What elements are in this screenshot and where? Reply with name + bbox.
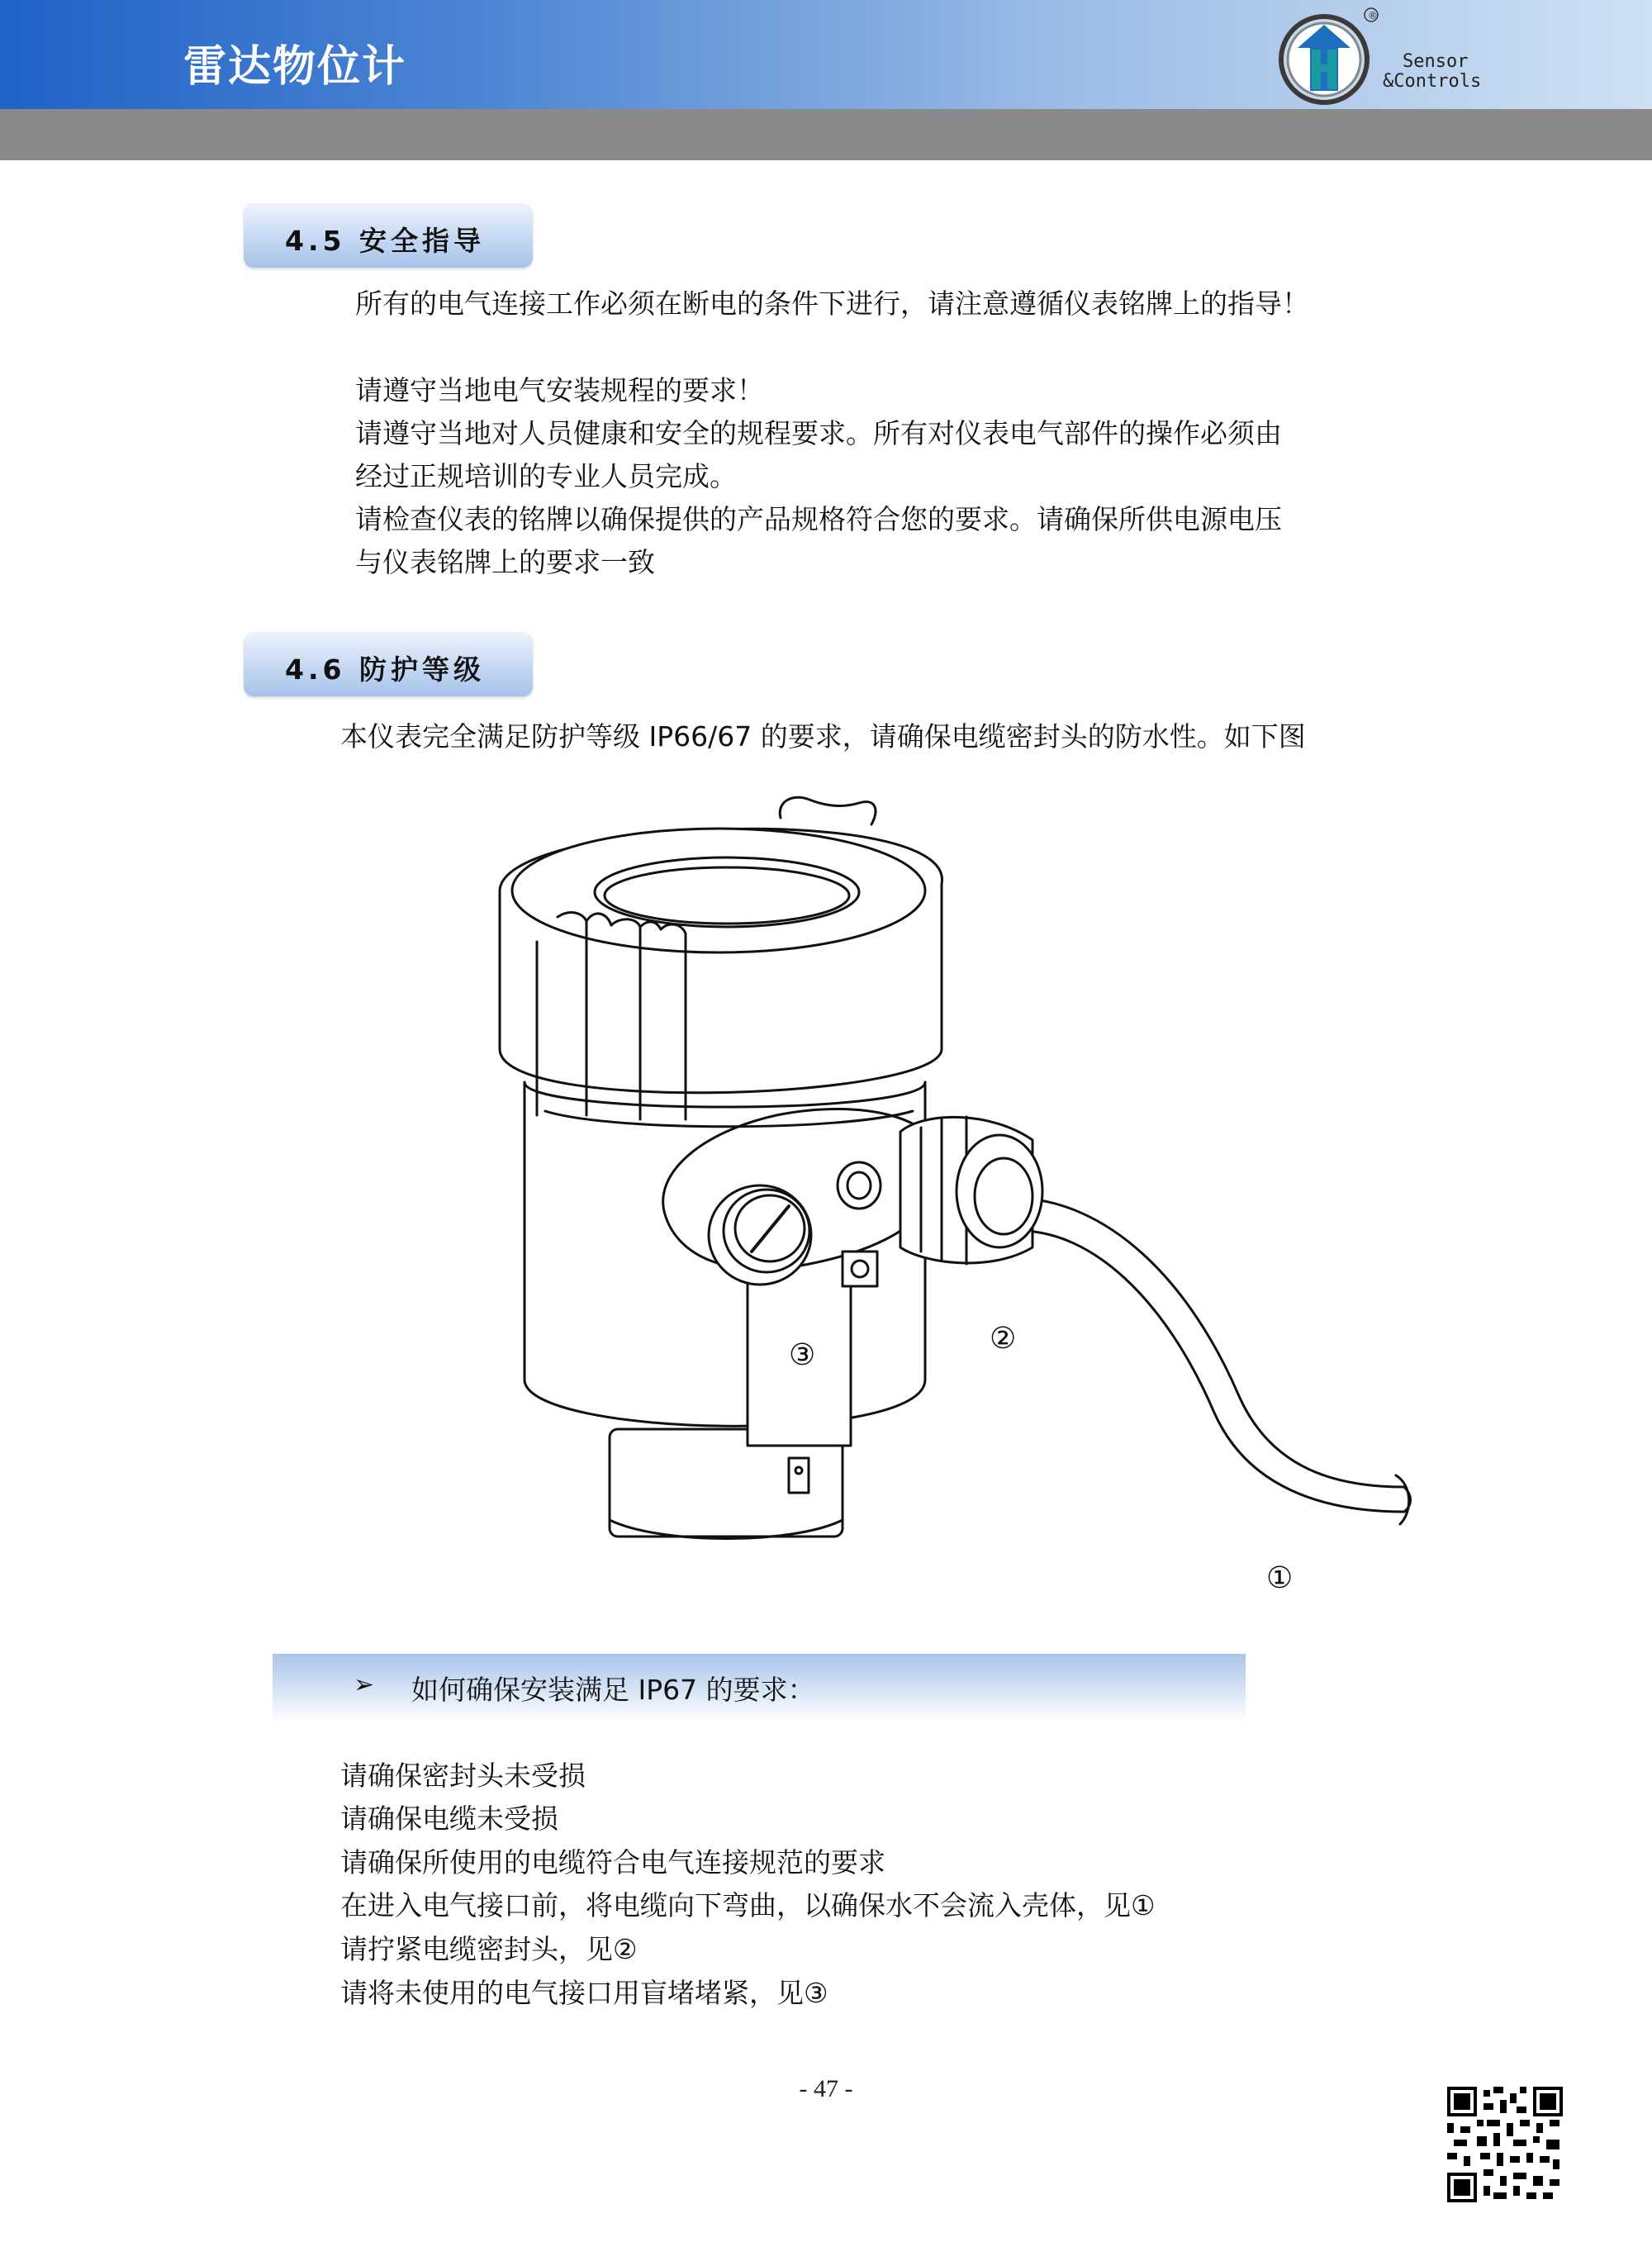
ip67-item-5: 请拧紧电缆密封头，见② bbox=[340, 1933, 638, 1965]
marker-1-label: ① bbox=[1266, 1561, 1294, 1595]
logo-text-controls: &Controls bbox=[1383, 71, 1482, 92]
marker-2-label: ② bbox=[990, 1322, 1017, 1356]
safety-line-3: 请遵守当地对人员健康和安全的规程要求。所有对仪表电气部件的操作必须由 bbox=[355, 417, 1282, 449]
ip67-note-bar bbox=[273, 1654, 1246, 1722]
registered-mark: ® bbox=[1368, 10, 1378, 21]
radar-level-meter-illustration bbox=[463, 785, 1437, 1603]
ip67-item-3: 请确保所使用的电缆符合电气连接规范的要求 bbox=[340, 1846, 885, 1879]
marker-3-label: ③ bbox=[789, 1338, 816, 1372]
section-46-heading: 4.6 防护等级 bbox=[285, 653, 485, 686]
ip67-item-1: 请确保密封头未受损 bbox=[340, 1760, 586, 1792]
header-gray-strip bbox=[0, 109, 1652, 160]
section-45-badge bbox=[244, 203, 533, 268]
document-title: 雷达物位计 bbox=[183, 42, 407, 92]
ip67-heading: 如何确保安装满足 IP67 的要求： bbox=[411, 1674, 815, 1706]
section-45-heading: 4.5 安全指导 bbox=[285, 225, 485, 257]
safety-line-6: 与仪表铭牌上的要求一致 bbox=[355, 546, 655, 578]
safety-line-2: 请遵守当地电气安装规程的要求！ bbox=[355, 374, 764, 406]
safety-line-1: 所有的电气连接工作必须在断电的条件下进行，请注意遵循仪表铭牌上的指导！ bbox=[355, 287, 1309, 320]
arrow-bullet-icon: ➢ bbox=[354, 1670, 375, 1699]
safety-line-5: 请检查仪表的铭牌以确保提供的产品规格符合您的要求。请确保所供电源电压 bbox=[355, 503, 1282, 535]
logo-text-sensor: Sensor bbox=[1403, 51, 1469, 72]
ip67-item-2: 请确保电缆未受损 bbox=[340, 1803, 558, 1835]
qr-code-icon bbox=[1447, 2087, 1563, 2202]
safety-line-4: 经过正规培训的专业人员完成。 bbox=[355, 460, 737, 492]
ip67-item-4: 在进入电气接口前，将电缆向下弯曲，以确保水不会流入壳体，见① bbox=[340, 1889, 1156, 1921]
section-46-badge bbox=[244, 632, 533, 696]
ip67-item-6: 请将未使用的电气接口用盲堵堵紧，见③ bbox=[340, 1977, 828, 2009]
page-number: - 47 - bbox=[799, 2075, 853, 2102]
protection-intro: 本仪表完全满足防护等级 IP66/67 的要求，请确保电缆密封头的防水性。如下图 bbox=[340, 720, 1306, 753]
company-logo-icon bbox=[1272, 5, 1503, 109]
